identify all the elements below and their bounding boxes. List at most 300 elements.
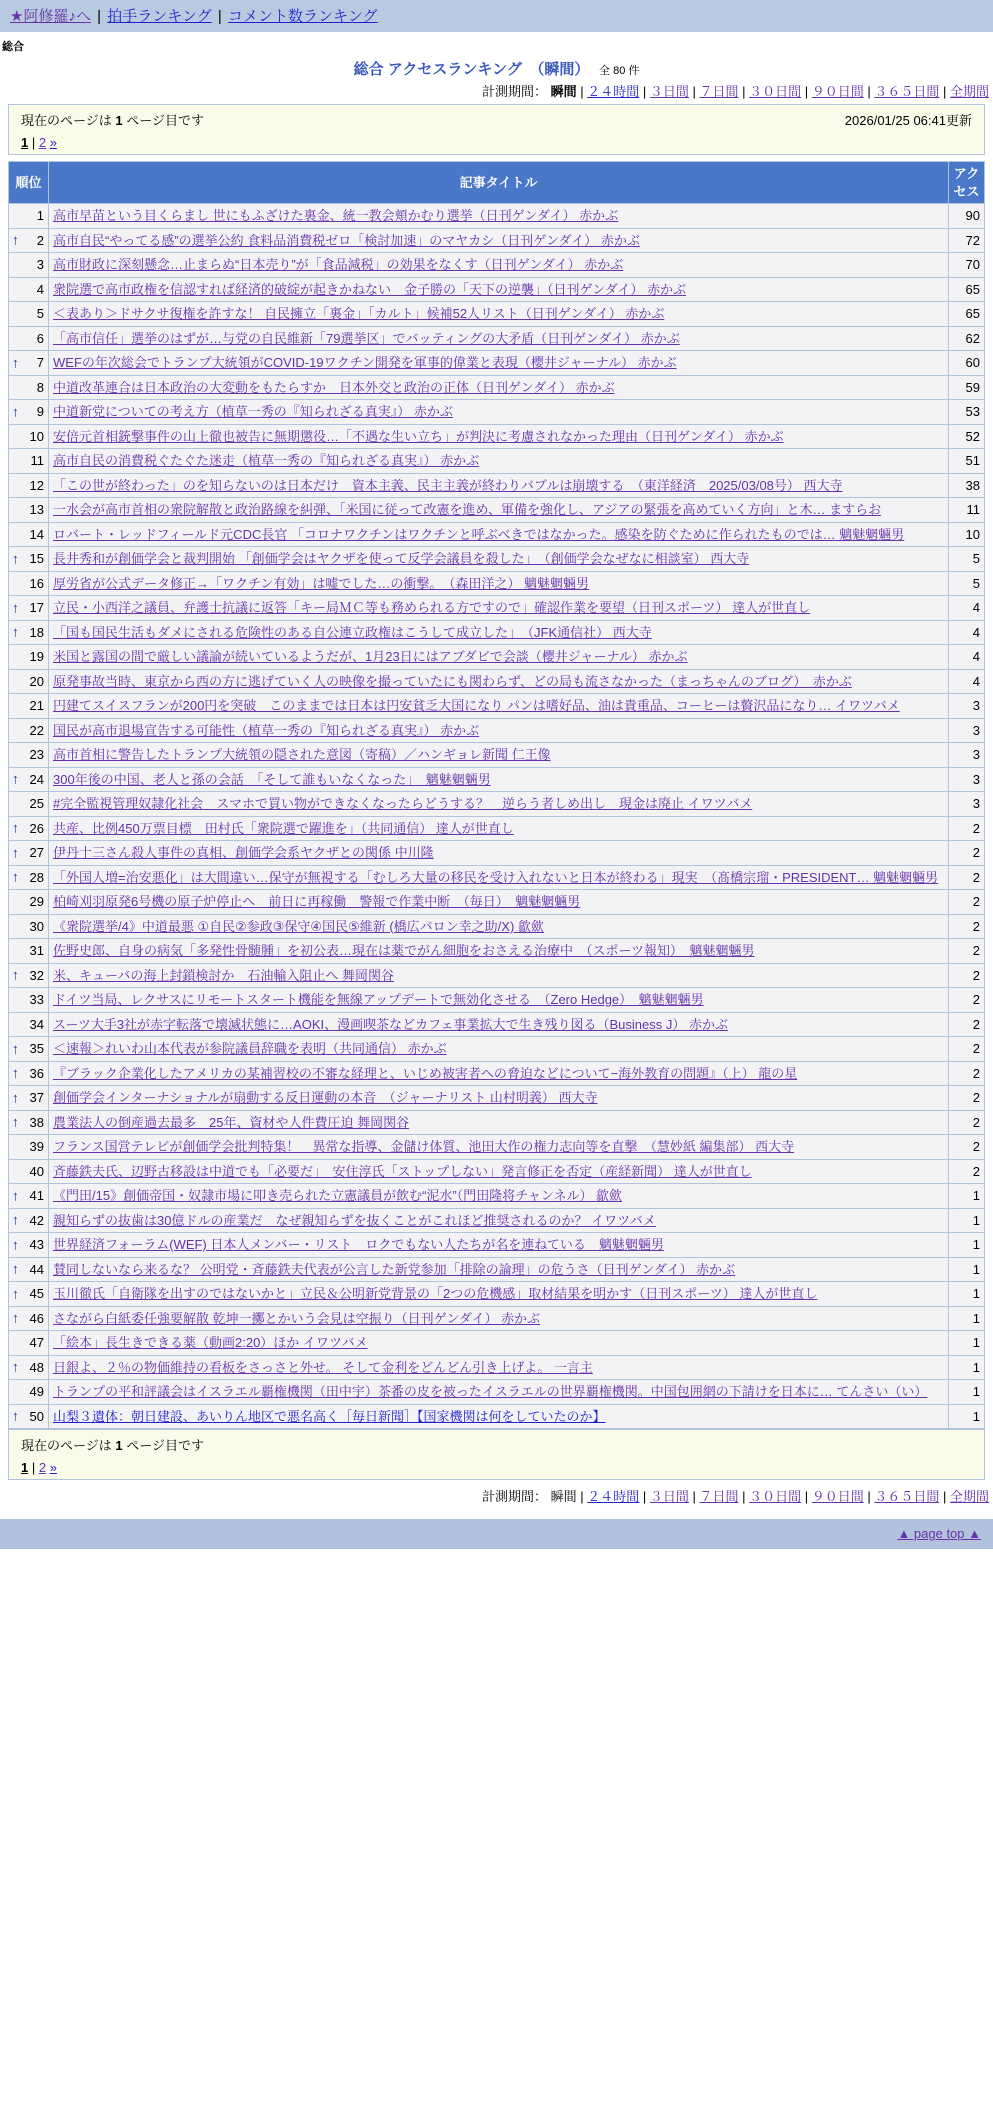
rank-up-icon: ↑ (12, 231, 19, 248)
table-row (9, 1404, 985, 1429)
period-selector-top (0, 80, 993, 104)
period-separator: | (939, 1489, 950, 1505)
rank-cell (9, 277, 49, 302)
rank-up-icon: ↑ (12, 1358, 19, 1375)
rank-number: 6 (36, 330, 44, 346)
rank-number: 33 (29, 992, 44, 1008)
table-row (9, 914, 985, 939)
article-link[interactable]: 原発事故当時、東京から西の方に逃げていく人の映像を撮っていたにも関わらず、どの局も流さなかった（まっちゃんのブログ） 赤かぶ (53, 673, 852, 689)
rank-number: 38 (29, 1114, 44, 1130)
table-row (9, 522, 985, 547)
article-link[interactable]: 柏崎刈羽原発6号機の原子炉停止へ 前日に再稼働 警報で作業中断 （毎日） 魑魅魍魎男 (53, 894, 581, 910)
rank-cell (9, 473, 49, 498)
period-option-link[interactable]: ９０日間 (811, 1489, 864, 1505)
period-separator: | (688, 1489, 700, 1505)
rank-number: 22 (29, 722, 44, 738)
rank-up-icon: ↑ (12, 1211, 19, 1228)
table-row (9, 890, 985, 915)
rank-cell (9, 1306, 49, 1331)
rank-number: 15 (29, 551, 44, 567)
article-link[interactable]: ドイツ当局、レクサスにリモートスタート機能を無線アップデートで無効化させる （Zero Hedge） 魑魅魍魎男 (53, 992, 704, 1008)
article-link[interactable]: 米国と露国の間で厳しい議論が続いているようだが、1月23日にはアブダビで会談（櫻井ジャーナル） 赤かぶ (53, 649, 688, 665)
article-link[interactable]: 高市自民の消費税ぐたぐた迷走（植草一秀の『知られざる真実』） 赤かぶ (53, 453, 480, 469)
period-separator: | (801, 84, 812, 99)
table-row (9, 473, 985, 498)
article-link[interactable]: 佐野史郎、自身の病気「多発性骨髄腫」を初公表…現在は薬でがん細胞をおさえる治療中 （スポーツ報知） 魑魅魍魎男 (53, 943, 755, 959)
title-cell (49, 792, 949, 817)
article-link[interactable]: 高市早苗という目くらまし 世にもふざけた裏金、統一教会頬かむり選挙（日刊ゲンダイ） 赤かぶ (53, 208, 619, 224)
title-cell (49, 694, 949, 719)
access-count: 10 (949, 522, 985, 547)
rank-number: 28 (29, 869, 44, 885)
article-link[interactable]: 高市財政に深刻懸念…止まらぬ“日本売り”が「食品減税」の効果をなくす（日刊ゲンダイ） 赤かぶ (53, 257, 624, 273)
rank-cell (9, 841, 49, 866)
rank-cell (9, 449, 49, 474)
access-count: 2 (949, 963, 985, 988)
rank-cell (9, 890, 49, 915)
period-separator: | (738, 1489, 750, 1505)
access-count: 2 (949, 939, 985, 964)
rank-cell (9, 302, 49, 327)
period-option-link[interactable]: ２４時間 (587, 84, 640, 99)
rank-cell (9, 596, 49, 621)
table-row (9, 1012, 985, 1037)
table-row (9, 743, 985, 768)
article-link[interactable]: 玉川徹氏「自衛隊を出すのではないかと」立民＆公明新党背景の「2つの危機感」取材結果を明かす（日刊スポーツ） 達人が世直し (53, 1286, 818, 1302)
period-separator: | (688, 84, 700, 99)
access-count: 3 (949, 743, 985, 768)
access-count: 60 (949, 351, 985, 376)
rank-cell (9, 571, 49, 596)
access-count: 3 (949, 767, 985, 792)
rank-number: 32 (29, 967, 44, 983)
table-row (9, 375, 985, 400)
title-cell (49, 841, 949, 866)
article-link[interactable]: 「外国人増=治安悪化」は大間違い…保守が無視する「むしろ大量の移民を受け入れないと日本が終わる」現実 （髙橋宗瑠・PRESIDENT… 魑魅魍魎男 (53, 869, 939, 885)
article-link[interactable]: 「絵本」長生きできる薬（動画2:20）ほか イワツバメ (53, 1335, 368, 1351)
top-nav-link[interactable]: ★阿修羅♪へ (10, 8, 91, 25)
article-link[interactable]: 「高市信任」選挙のはずが…与党の自民維新「79選挙区」でバッティングの大矛盾（日刊ゲンダイ） 赤かぶ (53, 330, 680, 346)
rank-cell (9, 1208, 49, 1233)
article-link[interactable]: 300年後の中国、老人と孫の会話 「そして誰もいなくなった」 魑魅魍魎男 (53, 771, 491, 787)
rank-number: 34 (29, 1016, 44, 1032)
table-row (9, 596, 985, 621)
table-row (9, 253, 985, 278)
rank-cell (9, 645, 49, 670)
access-count: 1 (949, 1184, 985, 1209)
link-separator: | (92, 8, 106, 25)
rank-number: 44 (29, 1261, 44, 1277)
pagination-separator: | (28, 135, 39, 150)
article-link[interactable]: 中道新党についての考え方（植草一秀の『知られざる真実』） 赤かぶ (53, 404, 453, 420)
rank-up-icon: ↑ (12, 1236, 19, 1253)
period-label: 計測期間： (481, 1489, 551, 1505)
rank-cell (9, 498, 49, 523)
article-link[interactable]: 中道改革連合は日本政治の大変動をもたらすか 日本外交と政治の正体（日刊ゲンダイ） 赤かぶ (53, 379, 615, 395)
access-count: 1 (949, 1208, 985, 1233)
table-row (9, 1159, 985, 1184)
page-info-bar-bottom (8, 1429, 985, 1480)
article-link[interactable]: 厚労省が公式データ修正→「ワクチン有効」は嘘でした…の衝撃。 （森田洋之） 魑魅魍魎男 (53, 575, 589, 591)
title-cell (49, 890, 949, 915)
rank-up-icon: ↑ (12, 819, 19, 836)
pagination-page-link[interactable]: 2 (38, 1460, 47, 1476)
rank-cell (9, 914, 49, 939)
table-row (9, 1233, 985, 1258)
period-current: 瞬間 (550, 1489, 577, 1505)
rank-number: 29 (29, 894, 44, 910)
article-link[interactable]: #完全監視管理奴隷化社会 スマホで買い物ができなくなったらどうする？ 逆らう者しめ出し 現金は廃止 イワツバメ (53, 796, 753, 812)
rank-up-icon: ↑ (12, 550, 19, 567)
table-row (9, 1110, 985, 1135)
rank-number: 23 (29, 747, 44, 763)
rank-number: 31 (29, 943, 44, 959)
access-count: 3 (949, 792, 985, 817)
access-count: 5 (949, 571, 985, 596)
page-info-text: 現在のページは 1 ページ目です (21, 113, 204, 128)
access-count: 2 (949, 890, 985, 915)
rank-number: 27 (29, 845, 44, 861)
rank-cell (9, 326, 49, 351)
period-option-link[interactable]: 全期間 (949, 1489, 989, 1505)
period-separator: | (576, 1489, 588, 1505)
access-count: 5 (949, 547, 985, 572)
article-link[interactable]: 『ブラック企業化したアメリカの某補習校の不審な経理と、いじめ被害者への脅迫などについて−海外教育の問題』（上） 龍の星 (53, 1065, 798, 1081)
table-row (9, 816, 985, 841)
article-link[interactable]: 《衆院選挙/4》中道最悪 ①自民②参政③保守④国民⑤維新 (橋広バロン幸之助/X) 歙歛 (53, 918, 544, 934)
title-cell (49, 547, 949, 572)
article-link[interactable]: ＜速報＞れいわ山本代表が参院議員辞職を表明（共同通信） 赤かぶ (53, 1041, 447, 1057)
article-link[interactable]: 高市首相に警告したトランプ大統領の隠された意図（寄稿）／ハンギョレ新聞 仁王像 (53, 747, 551, 763)
article-link[interactable]: 世界経済フォーラム(WEF) 日本人メンバー・リスト ロクでもない人たちが名を連ねている 魑魅魍魎男 (53, 1237, 664, 1253)
table-row (9, 718, 985, 743)
article-link[interactable]: 米、キューバの海上封鎖検討か 石油輸入阻止へ 舞岡関谷 (53, 967, 394, 983)
rank-up-icon: ↑ (12, 966, 19, 983)
rank-cell (9, 1061, 49, 1086)
article-link[interactable]: 「国も国民生活もダメにされる危険性のある自公連立政権はこうして成立した」 （JFK通信社） 西大寺 (53, 624, 652, 640)
rank-cell (9, 522, 49, 547)
rank-cell (9, 400, 49, 425)
title-cell (49, 1037, 949, 1062)
article-link[interactable]: 山梨３遺体：朝日建設、あいりん地区で悪名高く［毎日新聞］【国家機関は何をしていたのか】 (53, 1408, 606, 1424)
table-row (9, 228, 985, 253)
title-cell (49, 1135, 949, 1160)
title-cell (49, 1404, 949, 1429)
period-separator: | (738, 84, 750, 99)
rank-up-icon: ↑ (12, 1407, 19, 1424)
rank-number: 26 (29, 820, 44, 836)
access-count: 65 (949, 277, 985, 302)
period-separator: | (639, 84, 650, 99)
period-option-link[interactable]: ３６５日間 (874, 84, 940, 99)
rank-cell (9, 375, 49, 400)
title-cell (49, 1061, 949, 1086)
article-link[interactable]: 創価学会インターナショナルが扇動する反日運動の本音 （ジャーナリスト 山村明義） 西大寺 (53, 1090, 598, 1106)
article-link[interactable]: WEFの年次総会でトランプ大統領がCOVID-19ワクチン開発を軍事的偉業と表現（櫻井ジャーナル） 赤かぶ (53, 355, 677, 371)
rank-number: 50 (29, 1408, 44, 1424)
rank-cell (9, 1086, 49, 1111)
rank-cell (9, 1355, 49, 1380)
title-cell (49, 400, 949, 425)
article-link[interactable]: 安倍元首相銃撃事件の山上徹也被告に無期懲役…「不遇な生い立ち」が判決に考慮されなかった理由（日刊ゲンダイ） 赤かぶ (53, 428, 784, 444)
title-cell (49, 473, 949, 498)
rank-number: 13 (29, 502, 44, 518)
table-row (9, 326, 985, 351)
title-cell (49, 571, 949, 596)
table-row (9, 1086, 985, 1111)
access-count: 4 (949, 669, 985, 694)
period-option-link[interactable]: 全期間 (949, 84, 989, 99)
rank-cell (9, 253, 49, 278)
period-selector-bottom (0, 1480, 993, 1515)
title-cell (49, 669, 949, 694)
table-row (9, 1184, 985, 1209)
article-link[interactable]: 斉藤鉄夫氏、辺野古移設は中道でも「必要だ」 安住淳氏「ストップしない」発言修正を否定（産経新聞） 達人が世直し (53, 1163, 752, 1179)
rank-number: 19 (29, 649, 44, 665)
rank-cell (9, 1233, 49, 1258)
title-cell (49, 596, 949, 621)
access-count: 53 (949, 400, 985, 425)
article-link[interactable]: スーツ大手3社が赤字転落で壊滅状態に…AOKI、漫画喫茶などカフェ事業拡大で生き残り図る（Business J） 赤かぶ (53, 1016, 728, 1032)
table-row (9, 351, 985, 376)
table-row (9, 1061, 985, 1086)
rank-cell (9, 424, 49, 449)
table-row (9, 1208, 985, 1233)
access-count: 59 (949, 375, 985, 400)
table-header-row (9, 162, 985, 204)
access-count: 72 (949, 228, 985, 253)
article-link[interactable]: フランス国営テレビが創価学会批判特集！ 異常な指導、金儲け体質、池田大作の権力志向等を直撃 （慧妙紙 編集部） 西大寺 (53, 1139, 795, 1155)
article-link[interactable]: 衆院選で高市政権を信認すれば経済的破綻が起きかねない 金子勝の「天下の逆襲」（日刊ゲンダイ） 赤かぶ (53, 281, 687, 297)
access-count: 51 (949, 449, 985, 474)
title-cell (49, 1306, 949, 1331)
page-top-bar (0, 1519, 993, 1549)
access-count: 2 (949, 914, 985, 939)
updated-timestamp: 2026/01/25 06:41更新 (844, 113, 972, 128)
access-count: 2 (949, 841, 985, 866)
table-row (9, 792, 985, 817)
category-label: 総合 (2, 41, 24, 53)
article-link[interactable]: 伊丹十三さん殺人事件の真相、創価学会系ヤクザとの関係 中川隆 (53, 845, 434, 861)
article-link[interactable]: トランプの平和評議会はイスラエル覇権機関（田中宇）茶番の皮を被ったイスラエルの世界覇権機関。中国包囲網の下請けを日本に… てんさい（い） (53, 1384, 928, 1400)
article-link[interactable]: 「この世が終わった」のを知らないのは日本だけ 資本主義、民主主義が終わりバブルは崩壊する （東洋経済 2025/03/08号） 西大寺 (53, 477, 843, 493)
title-cell (49, 1355, 949, 1380)
rank-up-icon: ↑ (12, 1089, 19, 1106)
article-link[interactable]: 共産、比例450万票目標 田村氏「衆院選で躍進を」（共同通信） 達人が世直し (53, 820, 514, 836)
period-option-link[interactable]: ３日間 (649, 1489, 689, 1505)
title-cell (49, 1233, 949, 1258)
table-row (9, 204, 985, 229)
rank-up-icon: ↑ (12, 1187, 19, 1204)
table-row (9, 988, 985, 1013)
period-separator: | (639, 1489, 650, 1505)
pagination-bottom (21, 1454, 972, 1475)
period-separator: | (863, 1489, 875, 1505)
title-cell (49, 1282, 949, 1307)
title-cell (49, 816, 949, 841)
table-row (9, 865, 985, 890)
rank-number: 25 (29, 796, 44, 812)
access-count: 1 (949, 1380, 985, 1405)
access-count: 4 (949, 620, 985, 645)
title-cell (49, 253, 949, 278)
top-nav-link[interactable]: 拍手ランキング (107, 8, 212, 25)
table-row (9, 1306, 985, 1331)
title-cell (49, 228, 949, 253)
access-count: 2 (949, 1061, 985, 1086)
title-cell (49, 645, 949, 670)
period-option-link[interactable]: ３６５日間 (874, 1489, 940, 1505)
page-top-link[interactable]: ▲ page top ▲ (897, 1526, 981, 1542)
article-link[interactable]: 農業法人の倒産過去最多 25年、資材や人件費圧迫 舞岡関谷 (53, 1114, 410, 1130)
title-cell (49, 277, 949, 302)
pagination-current-page: 1 (21, 1460, 29, 1476)
rank-number: 12 (29, 477, 44, 493)
top-link-bar (0, 0, 993, 32)
access-count: 2 (949, 1135, 985, 1160)
title-cell (49, 1012, 949, 1037)
title-cell (49, 988, 949, 1013)
top-nav-link[interactable]: コメント数ランキング (227, 8, 378, 25)
rank-cell (9, 1380, 49, 1405)
table-row (9, 694, 985, 719)
rank-up-icon: ↑ (12, 1064, 19, 1081)
period-option-link[interactable]: ７日間 (699, 84, 739, 99)
rank-number: 11 (30, 453, 44, 469)
article-link[interactable]: 長井秀和が創価学会と裁判開始 「創価学会はヤクザを使って反学会議員を殺した」 （創価学会なぜなに相談室） 西大寺 (53, 551, 750, 567)
period-option-link[interactable]: ３０日間 (749, 1489, 802, 1505)
rank-number: 16 (29, 575, 44, 591)
article-link[interactable]: 円建てスイスフランが200円を突破 このままでは日本は円安貧乏大国になり パンは嗜好品、油は貴重品、コーヒーは贅沢品になり… イワツバメ (53, 698, 900, 714)
title-cell (49, 865, 949, 890)
table-row (9, 277, 985, 302)
pagination-page-link[interactable]: 2 (38, 135, 47, 150)
title-cell (49, 767, 949, 792)
rank-number: 7 (36, 355, 44, 371)
title-cell (49, 351, 949, 376)
access-count: 2 (949, 1159, 985, 1184)
access-count: 1 (949, 1233, 985, 1258)
rank-number: 41 (29, 1188, 44, 1204)
rank-number: 10 (29, 428, 44, 444)
table-row (9, 963, 985, 988)
rank-cell (9, 1184, 49, 1209)
page-title: 総合 アクセスランキング （瞬間） (353, 61, 590, 78)
rank-number: 18 (29, 624, 44, 640)
article-link[interactable]: 一水会が高市首相の衆院解散と政治路線を糾弾、「米国に従って改憲を進め、軍備を強化し、アジアの緊張を高めていく方向」と木… ますらお (53, 502, 882, 518)
rank-cell (9, 963, 49, 988)
article-link[interactable]: ＜表あり＞ドサクサ復権を許すな！ 自民擁立「裏金」「カルト」候補52人リスト（日刊ゲンダイ） 赤かぶ (53, 306, 665, 322)
article-link[interactable]: さながら白紙委任強要解散 乾坤一擲とかいう会見は空振り（日刊ゲンダイ） 赤かぶ (53, 1310, 541, 1326)
pagination-separator: | (28, 1460, 39, 1476)
period-option-link[interactable]: ９０日間 (811, 84, 864, 99)
rank-up-icon: ↑ (12, 844, 19, 861)
rank-column-header: 順位 (9, 162, 49, 204)
rank-cell (9, 743, 49, 768)
rank-cell (9, 1135, 49, 1160)
title-cell (49, 1380, 949, 1405)
title-cell (49, 424, 949, 449)
title-cell (49, 522, 949, 547)
title-cell (49, 204, 949, 229)
period-option-link[interactable]: ７日間 (699, 1489, 739, 1505)
rank-up-icon: ↑ (12, 599, 19, 616)
period-current: 瞬間 (550, 84, 577, 99)
title-cell (49, 1184, 949, 1209)
period-option-link[interactable]: ３０日間 (749, 84, 802, 99)
rank-cell (9, 718, 49, 743)
rank-cell (9, 1037, 49, 1062)
rank-number: 37 (29, 1090, 44, 1106)
access-count: 2 (949, 816, 985, 841)
access-count: 1 (949, 1282, 985, 1307)
article-link[interactable]: 日銀よ、２％の物価維持の看板をさっさと外せ。 そして金利をどんどん引き上げよ。 一言主 (53, 1359, 593, 1375)
rank-number: 47 (29, 1335, 44, 1351)
article-link[interactable]: 賛同しないなら来るな？ 公明党・斉藤鉄夫代表が公言した新党参加「排除の論理」の危うさ（日刊ゲンダイ） 赤かぶ (53, 1261, 736, 1277)
page-info-text: 現在のページは 1 ページ目です (21, 1438, 204, 1454)
title-cell (49, 743, 949, 768)
rank-cell (9, 1159, 49, 1184)
table-row (9, 1380, 985, 1405)
rank-number: 9 (36, 404, 44, 420)
rank-number: 43 (29, 1237, 44, 1253)
access-count: 3 (949, 694, 985, 719)
access-count: 70 (949, 253, 985, 278)
access-count: 38 (949, 473, 985, 498)
article-link[interactable]: ロバート・レッドフィールド元CDC長官 「コロナワクチンはワクチンと呼ぶべきではなかった。感染を防ぐために作られたものでは… 魑魅魍魎男 (53, 526, 905, 542)
access-count: 1 (949, 1355, 985, 1380)
pagination-next-link[interactable]: » (49, 1460, 57, 1476)
title-cell (49, 1159, 949, 1184)
access-count: 1 (949, 1257, 985, 1282)
title-cell (49, 1086, 949, 1111)
rank-cell (9, 1331, 49, 1356)
table-row (9, 645, 985, 670)
rank-up-icon: ↑ (12, 623, 19, 640)
rank-number: 35 (29, 1041, 44, 1057)
title-cell (49, 620, 949, 645)
rank-number: 24 (29, 771, 44, 787)
table-row (9, 1355, 985, 1380)
period-option-link[interactable]: ３日間 (649, 84, 689, 99)
title-line (0, 56, 993, 80)
rank-cell (9, 669, 49, 694)
table-row (9, 620, 985, 645)
article-link[interactable]: 《門田/15》創価帝国・奴隷市場に叩き売られた立憲議員が飲む“泥水”（門田隆将チャンネル） 歙歛 (53, 1188, 623, 1204)
rank-cell (9, 1110, 49, 1135)
rank-number: 17 (29, 600, 44, 616)
rank-cell (9, 988, 49, 1013)
access-count: 65 (949, 302, 985, 327)
article-link[interactable]: 立民・小西洋之議員、弁護士抗議に返答「キー局ＭＣ等も務められる方ですので」確認作業を要望（日刊スポーツ） 達人が世直し (53, 600, 811, 616)
pagination-current-page: 1 (21, 135, 29, 150)
title-cell (49, 939, 949, 964)
article-link[interactable]: 国民が高市退場宣告する可能性（植草一秀の『知られざる真実』） 赤かぶ (53, 722, 480, 738)
table-row (9, 841, 985, 866)
rank-cell (9, 1012, 49, 1037)
rank-cell (9, 792, 49, 817)
article-link[interactable]: 親知らずの抜歯は30億ドルの産業だ なぜ親知らずを抜くことがこれほど推奨されるのか？ イワツバメ (53, 1212, 656, 1228)
pagination-top (21, 129, 972, 150)
table-row (9, 547, 985, 572)
rank-cell (9, 1282, 49, 1307)
period-option-link[interactable]: ２４時間 (587, 1489, 640, 1505)
table-row (9, 449, 985, 474)
article-link[interactable]: 高市自民“やってる感”の選挙公約 食料品消費税ゼロ「検討加速」のマヤカシ（日刊ゲンダイ） 赤かぶ (53, 232, 640, 248)
rank-number: 20 (29, 673, 44, 689)
access-count: 11 (949, 498, 985, 523)
pagination-next-link[interactable]: » (49, 135, 57, 150)
